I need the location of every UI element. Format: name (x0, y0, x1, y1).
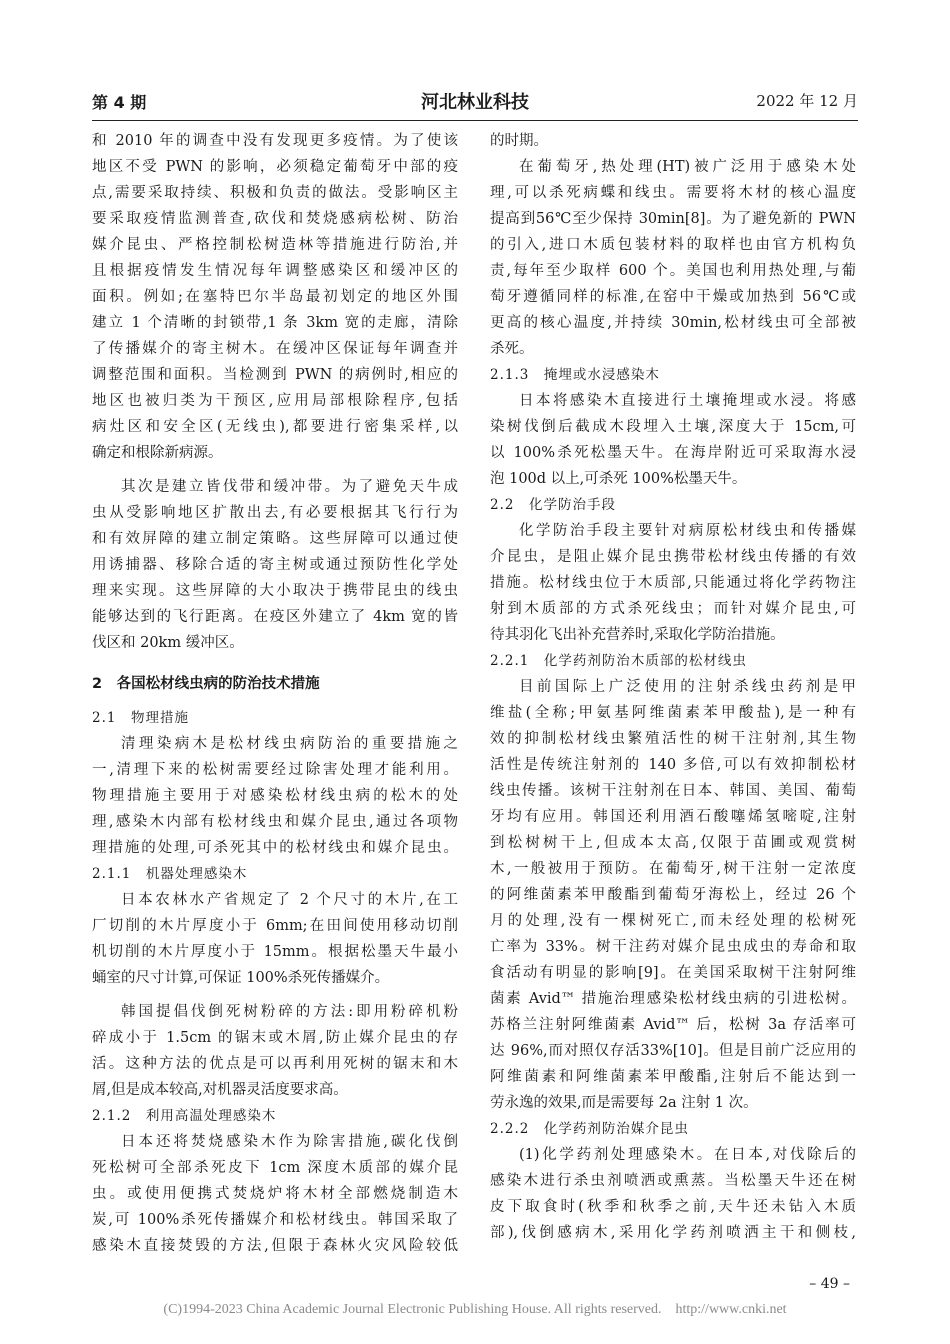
left-column (92, 128, 458, 1259)
text-line: 感染木直接焚毁的方法,但限于森林火灾风险较低 (92, 1238, 458, 1254)
paragraph-first-line: 日本将感染木直接进行土壤掩埋或水浸。将感 (519, 393, 856, 409)
subsubsection-heading: 2.2.2 化学药剂防治媒介昆虫 (490, 1121, 689, 1137)
right-column (490, 128, 856, 1246)
paragraph-first-line: 日本还将焚烧感染木作为除害措施,碳化伐倒 (121, 1134, 458, 1150)
text-line: 碎成小于 1.5cm 的锯末或木屑,防止媒介昆虫的存 (92, 1030, 458, 1046)
text-line: 更高的核心温度,并持续 30min,松材线虫可全部被 (490, 315, 856, 331)
subsubsection-heading: 2.1.2 利用高温处理感染木 (92, 1108, 277, 1124)
text-line: 理措施的处理,可杀死其中的松材线虫和媒介昆虫。 (92, 840, 458, 856)
text-line: 措施。松材线虫位于木质部,只能通过将化学药物注 (490, 575, 856, 591)
text-line: 介昆虫，是阻止媒介昆虫携带松材线虫传播的有效 (490, 549, 856, 565)
text-line: 射到木质部的方式杀死线虫；而针对媒介昆虫,可 (490, 601, 856, 617)
text-line: 亡率为 33%。树干注药对媒介昆虫成虫的寿命和取 (490, 939, 856, 955)
text-line: 病灶区和安全区(无线虫),都要进行密集采样,以 (92, 419, 458, 435)
paragraph-first-line: 清理染病木是松材线虫病防治的重要措施之 (121, 736, 458, 752)
text-line: 萄牙遵循同样的标准,在窑中干燥或加热到 56℃或 (490, 289, 856, 305)
paragraph-gap (92, 991, 458, 999)
text-line: 物理措施主要用于对感染松材线虫病的松木的处 (92, 788, 458, 804)
text-line: 面积。例如;在塞特巴尔半岛最初划定的地区外围 (92, 289, 458, 305)
text-line: 和有效屏障的建立制定策略。这些屏障可以通过使 (92, 531, 458, 547)
text-line: 的阿维菌素苯甲酸酯到葡萄牙海松上，经过 26 个 (490, 887, 856, 903)
text-line: 效的抑制松材线虫繁殖活性的树干注射剂,其生物 (490, 731, 856, 747)
text-line: 且根据疫情发生情况每年调整感染区和缓冲区的 (92, 263, 458, 279)
paragraph-last-line: 伐区和 20km 缓冲区。 (92, 635, 244, 651)
paragraph-first-line: 化学防治手段主要针对病原松材线虫和传播媒 (519, 523, 856, 539)
text-line: 点,需要采取持续、积极和负责的做法。受影响区主 (92, 185, 458, 201)
text-line: 厂切削的木片厚度小于 6mm;在田间使用移动切削 (92, 918, 458, 934)
text-line: 建立 1 个清晰的封锁带,1 条 3km 宽的走廊，清除 (92, 315, 458, 331)
text-line: 地区不受 PWN 的影响，必须稳定葡萄牙中部的疫 (92, 159, 458, 175)
issue-label: 第 4 期 (92, 93, 147, 112)
paragraph-last-line: 杀死。 (490, 341, 534, 357)
text-line: 到松树树干上,但成本太高,仅限于苗圃或观赏树 (490, 835, 856, 851)
text-line: 调整范围和面积。当检测到 PWN 的病例时,相应的 (92, 367, 458, 383)
paragraph-gap (92, 466, 458, 474)
text-line: 理来实现。这些屏障的大小取决于携带昆虫的线虫 (92, 583, 458, 599)
text-line: 感染木进行杀虫剂喷洒或熏蒸。当松墨天牛还在树 (490, 1173, 856, 1189)
paragraph-last-line: 待其羽化飞出补充营养时,采取化学防治措施。 (490, 627, 785, 643)
text-line: 线虫传播。该树干注射剂在日本、韩国、美国、葡萄 (490, 783, 856, 799)
text-line: 的引入,进口木质包装材料的取样也由官方机构负 (490, 237, 856, 253)
paragraph-gap (92, 697, 458, 705)
text-line: 要采取疫情监测普查,砍伐和焚烧感病松树、防治 (92, 211, 458, 227)
text-line: 用诱捕器、移除合适的寄主树或通过预防性化学处 (92, 557, 458, 573)
text-line: 虫从受影响地区扩散出去,有必要根据其飞行行为 (92, 505, 458, 521)
text-line: 达 96%,而对照仅存活33%[10]。但是目前广泛应用的 (490, 1043, 856, 1059)
text-line: 活性是传统注射剂的 140 多倍,可以有效抑制松材 (490, 757, 856, 773)
text-line: 责,每年至少取样 600 个。美国也利用热处理,与葡 (490, 263, 856, 279)
text-line: 和 2010 年的调查中没有发现更多疫情。为了使该 (92, 133, 458, 149)
paragraph-last-line: 的时期。 (490, 133, 548, 149)
paragraph-gap (92, 656, 458, 671)
text-line: 部),伐倒感病木,采用化学药剂喷洒主干和侧枝, (490, 1225, 856, 1241)
paragraph-last-line: 屑,但是成本较高,对机器灵活度要求高。 (92, 1082, 348, 1098)
paragraph-first-line: 日本农林水产省规定了 2 个尺寸的木片,在工 (121, 892, 458, 908)
subsection-heading: 2.1 物理措施 (92, 710, 189, 726)
page-header (92, 88, 858, 121)
text-line: 食活动有明显的影响[9]。在美国采取树干注射阿维 (490, 965, 856, 981)
text-line: 以 100%杀死松墨天牛。在海岸附近可采取海水浸 (490, 445, 856, 461)
paragraph-first-line: 韩国提倡伐倒死树粉碎的方法:即用粉碎机粉 (121, 1004, 458, 1020)
text-line: 炭,可 100%杀死传播媒介和松材线虫。韩国采取了 (92, 1212, 458, 1228)
text-line: 苏格兰注射阿维菌素 Avid™ 后，松树 3a 存活率可 (490, 1017, 856, 1033)
text-line: 了传播媒介的寄主树木。在缓冲区保证每年调查并 (92, 341, 458, 357)
page-number: – 49 – (809, 1276, 850, 1292)
text-line: 虫。或使用便携式焚烧炉将木材全部燃烧制造木 (92, 1186, 458, 1202)
text-line: 一,清理下来的松树需要经过除害处理才能利用。 (92, 762, 458, 778)
subsubsection-heading: 2.1.3 掩埋或水浸感染木 (490, 367, 660, 383)
paragraph-first-line: 其次是建立皆伐带和缓冲带。为了避免天牛成 (121, 479, 458, 495)
subsubsection-heading: 2.2.1 化学药剂防治木质部的松材线虫 (490, 653, 747, 669)
text-line: 活。这种方法的优点是可以再利用死树的锯末和木 (92, 1056, 458, 1072)
text-line: 能够达到的飞行距离。在疫区外建立了 4km 宽的皆 (92, 609, 458, 625)
text-line: 死松树可全部杀死皮下 1cm 深度木质部的媒介昆 (92, 1160, 458, 1176)
text-line: 理,感染木内部有松材线虫和媒介昆虫,通过各项物 (92, 814, 458, 830)
subsection-heading: 2.2 化学防治手段 (490, 497, 616, 513)
section-heading: 2 各国松材线虫病的防治技术措施 (92, 676, 320, 692)
text-line: 月的处理,没有一棵树死亡,而未经处理的松树死 (490, 913, 856, 929)
paragraph-first-line: 目前国际上广泛使用的注射杀线虫药剂是甲 (519, 679, 856, 695)
text-line: 媒介昆虫、严格控制松树造林等措施进行防治,并 (92, 237, 458, 253)
text-line: 提高到56℃至少保持 30min[8]。为了避免新的 PWN (490, 211, 856, 227)
paragraph-last-line: 泡 100d 以上,可杀死 100%松墨天牛。 (490, 471, 747, 487)
text-line: 阿维菌素和阿维菌素苯甲酸酯,注射后不能达到一 (490, 1069, 856, 1085)
text-line: 皮下取食时(秋季和秋季之前,天牛还未钻入木质 (490, 1199, 856, 1215)
text-line: 染树伐倒后截成木段埋入土壤,深度大于 15cm,可 (490, 419, 856, 435)
text-line: 牙均有应用。韩国还利用酒石酸噻烯氢嘧啶,注射 (490, 809, 856, 825)
text-line: 木,一般被用于预防。在葡萄牙,树干注射一定浓度 (490, 861, 856, 877)
paragraph-last-line: 劳永逸的效果,而是需要每 2a 注射 1 次。 (490, 1095, 758, 1111)
paragraph-last-line: 蛹室的尺寸计算,可保证 100%杀死传播媒介。 (92, 970, 390, 986)
subsubsection-heading: 2.1.1 机器处理感染木 (92, 866, 248, 882)
text-line: 理,可以杀死病蝶和线虫。需要将木材的核心温度 (490, 185, 856, 201)
text-line: 地区也被归类为干预区,应用局部根除程序,包括 (92, 393, 458, 409)
copyright-footer: (C)1994-2023 China Academic Journal Electronic Publishing House. All rights reserved. http://www.cnki.net (163, 1302, 787, 1317)
paragraph-last-line: 确定和根除新病源。 (92, 445, 223, 461)
paragraph-first-line: 在葡萄牙,热处理(HT)被广泛用于感染木处 (519, 159, 856, 175)
issue-date: 2022 年 12 月 (756, 92, 858, 110)
text-line: 机切削的木片厚度小于 15mm。根据松墨天牛最小 (92, 944, 458, 960)
paragraph-first-line: (1)化学药剂处理感染木。在日本,对伐除后的 (519, 1147, 856, 1163)
text-line: 菌素 Avid™ 措施治理感染松材线虫病的引进松树。 (490, 991, 856, 1007)
text-line: 维盐(全称;甲氨基阿维菌素苯甲酸盐),是一种有 (490, 705, 856, 721)
journal-title: 河北林业科技 (421, 92, 529, 113)
